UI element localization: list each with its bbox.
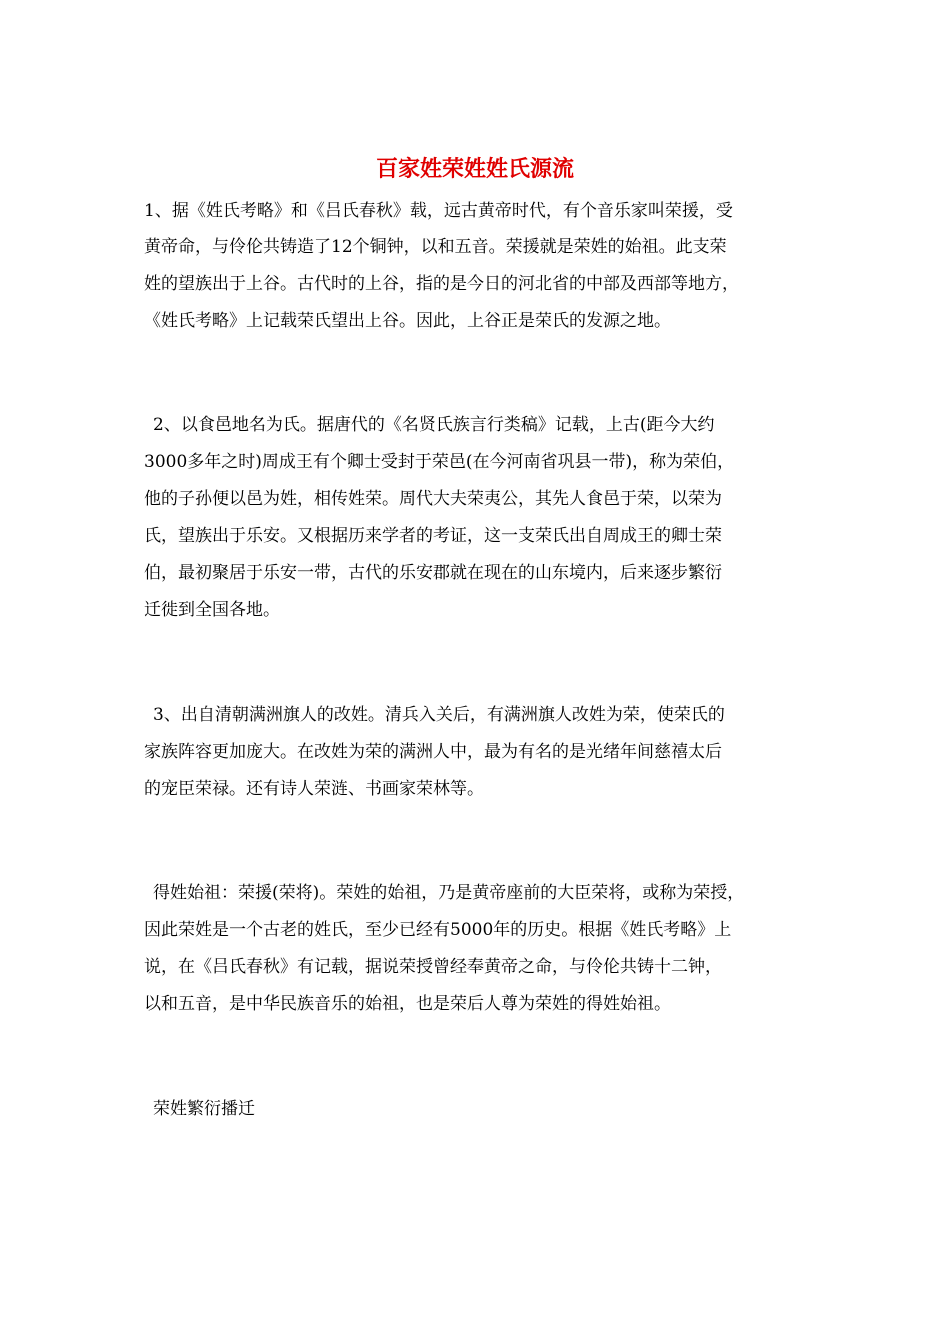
paragraph-2-line-6: 迁徙到全国各地。	[144, 600, 280, 620]
paragraph-2-line-2: 3000多年之时)周成王有个卿士受封于荣邑(在今河南省巩县一带)，称为荣伯，	[144, 452, 735, 472]
paragraph-3-line-3: 的宠臣荣禄。还有诗人荣涟、书画家荣林等。	[144, 779, 484, 799]
paragraph-2-line-1: 2、以食邑地名为氏。据唐代的《名贤氏族言行类稿》记载，上古(距今大约	[153, 415, 715, 435]
paragraph-4-line-4: 以和五音，是中华民族音乐的始祖，也是荣后人尊为荣姓的得姓始祖。	[144, 994, 671, 1014]
paragraph-2-line-5: 伯，最初聚居于乐安一带，古代的乐安郡就在现在的山东境内，后来逐步繁衍	[144, 563, 722, 583]
paragraph-4-line-2: 因此荣姓是一个古老的姓氏，至少已经有5000年的历史。根据《姓氏考略》上	[144, 920, 732, 940]
paragraph-1-line-1: 1、据《姓氏考略》和《吕氏春秋》载，远古黄帝时代，有个音乐家叫荣援，受	[144, 201, 733, 221]
paragraph-1-line-4: 《姓氏考略》上记载荣氏望出上谷。因此，上谷正是荣氏的发源之地。	[144, 311, 671, 331]
paragraph-4-line-1: 得姓始祖：荣援(荣将)。荣姓的始祖，乃是黄帝座前的大臣荣将，或称为荣授，	[153, 883, 745, 903]
paragraph-1-line-2: 黄帝命，与伶伦共铸造了12个铜钟，以和五音。荣援就是荣姓的始祖。此支荣	[144, 237, 727, 257]
paragraph-2-line-3: 他的子孙便以邑为姓，相传姓荣。周代大夫荣夷公，其先人食邑于荣，以荣为	[144, 489, 722, 509]
paragraph-3-line-2: 家族阵容更加庞大。在改姓为荣的满洲人中，最为有名的是光绪年间慈禧太后	[144, 742, 722, 762]
paragraph-3-line-1: 3、出自清朝满洲旗人的改姓。清兵入关后，有满洲旗人改姓为荣，使荣氏的	[153, 705, 725, 725]
document-title: 百家姓荣姓姓氏源流	[375, 156, 574, 182]
section-heading: 荣姓繁衍播迁	[153, 1099, 255, 1119]
paragraph-4-line-3: 说，在《吕氏春秋》有记载，据说荣授曾经奉黄帝之命，与伶伦共铸十二钟，	[144, 957, 722, 977]
paragraph-2-line-4: 氏，望族出于乐安。又根据历来学者的考证，这一支荣氏出自周成王的卿士荣	[144, 526, 722, 546]
paragraph-1-line-3: 姓的望族出于上谷。古代时的上谷，指的是今日的河北省的中部及西部等地方，	[144, 274, 739, 294]
